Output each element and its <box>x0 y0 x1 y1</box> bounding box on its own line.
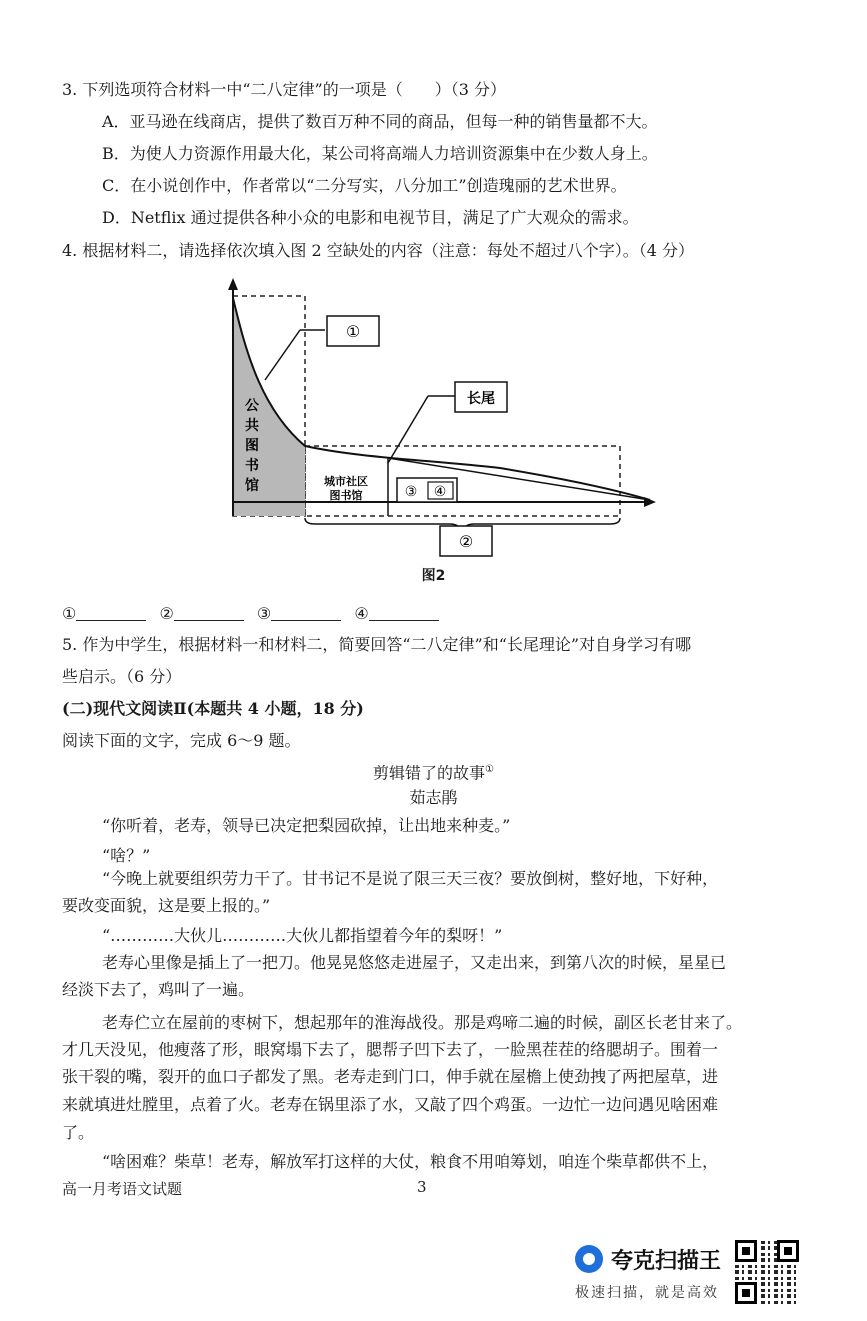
fig-public-library-c1: 共 <box>245 418 259 434</box>
watermark-slogan: 极速扫描，就是高效 <box>575 1285 719 1301</box>
blank-label-3: ③ <box>256 604 272 623</box>
story-line: 才几天没见，他瘦落了形，眼窝塌下去了，腮帮子凹下去了，一脸黑茬茬的络腮胡子。围着一 <box>62 1040 719 1059</box>
story-line: “今晚上就要组织劳力干了。甘书记不是说了限三天三夜？要放倒树，整好地，下好种， <box>102 869 719 888</box>
story-line: 要改变面貌，这是要上报的。” <box>62 896 271 915</box>
story-line: 老寿心里像是插上了一把刀。他晃晃悠悠走进屋子，又走出来，到第八次的时候，星星已 <box>102 953 727 972</box>
blank-label-2: ② <box>159 604 174 623</box>
blank-label-4: ④ <box>354 604 369 623</box>
story-title-note: ① <box>485 764 494 775</box>
fig-label-1: ① <box>345 322 361 341</box>
qr-corner-icon <box>735 1240 757 1262</box>
q5-line2: 些启示。（6 分） <box>62 667 182 686</box>
answer-blank-1[interactable] <box>76 604 146 621</box>
figure-caption: 图2 <box>421 568 446 584</box>
scanner-watermark <box>575 1240 815 1305</box>
story-line: 张干裂的嘴，裂开的血口子都发了黑。老寿走到门口，伸手就在屋檐上使劲拽了两把屋草，进 <box>62 1067 719 1086</box>
story-line: 来就填进灶膛里，点着了火。老寿在锅里添了水，又敲了四个鸡蛋。一边忙一边问遇见啥困难 <box>62 1095 719 1114</box>
q3-option-b: B．为使人力资源作用最大化，某公司将高端人力培训资源集中在少数人身上。 <box>102 144 658 163</box>
story-title: 剪辑错了的故事 <box>373 763 486 783</box>
answer-blanks-row <box>62 603 447 625</box>
fig-label-2: ② <box>458 532 474 551</box>
answer-blank-4[interactable] <box>369 604 439 621</box>
section-instruction: 阅读下面的文字，完成 6～9 题。 <box>62 731 301 750</box>
story-author: 茹志鹃 <box>409 788 458 807</box>
fig-label-3: ③ <box>404 484 418 500</box>
fig-public-library-c0: 公 <box>245 398 259 414</box>
fig-label-long-tail: 长尾 <box>467 391 495 407</box>
story-line: 了。 <box>62 1123 95 1142</box>
story-line: “啥困难？柴草！老寿，解放军打这样的大仗，粮食不用咱筹划，咱连个柴草都供不上， <box>102 1152 719 1171</box>
fig-public-library-c2: 图 <box>245 438 259 454</box>
story-line: “…………大伙儿…………大伙儿都指望着今年的梨呀！” <box>102 926 503 945</box>
story-line: “你听着，老寿，领导已决定把梨园砍掉，让出地来种麦。” <box>102 816 511 835</box>
fig-label-4: ④ <box>433 484 447 500</box>
q5-line1: 5. 作为中学生，根据材料一和材料二，简要回答“二八定律”和“长尾理论”对自身学习有哪 <box>62 635 692 654</box>
section-heading: (二)现代文阅读Ⅱ(本题共 4 小题，18 分) <box>62 699 364 718</box>
fig-city-library-line2: 图书馆 <box>329 489 363 502</box>
answer-blank-2[interactable] <box>174 604 244 621</box>
footer-exam-name: 高一月考语文试题 <box>62 1180 183 1198</box>
watermark-brand: 夸克扫描王 <box>611 1249 722 1274</box>
qr-corner-icon <box>735 1282 757 1304</box>
q3-option-a: A．亚马逊在线商店，提供了数百万种不同的商品，但每一种的销售量都不大。 <box>102 112 658 131</box>
q3-option-d: D．Netflix 通过提供各种小众的电影和电视节目，满足了广大观众的需求。 <box>102 208 639 227</box>
fig-public-library-c4: 馆 <box>245 478 259 494</box>
story-line: 老寿伫立在屋前的枣树下，想起那年的淮海战役。那是鸡啼二遍的时候，副区长老甘来了。 <box>102 1013 743 1032</box>
story-line: 经淡下去了，鸡叫了一遍。 <box>62 980 255 999</box>
fig-city-library-line1: 城市社区 <box>324 475 368 488</box>
answer-blank-3[interactable] <box>271 604 341 621</box>
fig-public-library-c3: 书 <box>245 458 259 474</box>
q3-option-c: C．在小说创作中，作者常以“二分写实，八分加工”创造瑰丽的艺术世界。 <box>102 176 627 195</box>
qr-corner-icon <box>777 1240 799 1262</box>
story-title-row <box>0 759 867 784</box>
q3-stem: 3. 下列选项符合材料一中“二八定律”的一项是（ ）（3 分） <box>62 80 506 99</box>
footer-page-number: 3 <box>417 1178 427 1196</box>
blank-label-1: ① <box>62 604 77 623</box>
scanner-logo-icon <box>575 1245 603 1273</box>
story-line: “啥？” <box>102 846 151 865</box>
long-tail-diagram <box>200 278 670 568</box>
q4-stem: 4. 根据材料二，请选择依次填入图 2 空缺处的内容（注意：每处不超过八个字）。（4 分） <box>62 241 694 260</box>
